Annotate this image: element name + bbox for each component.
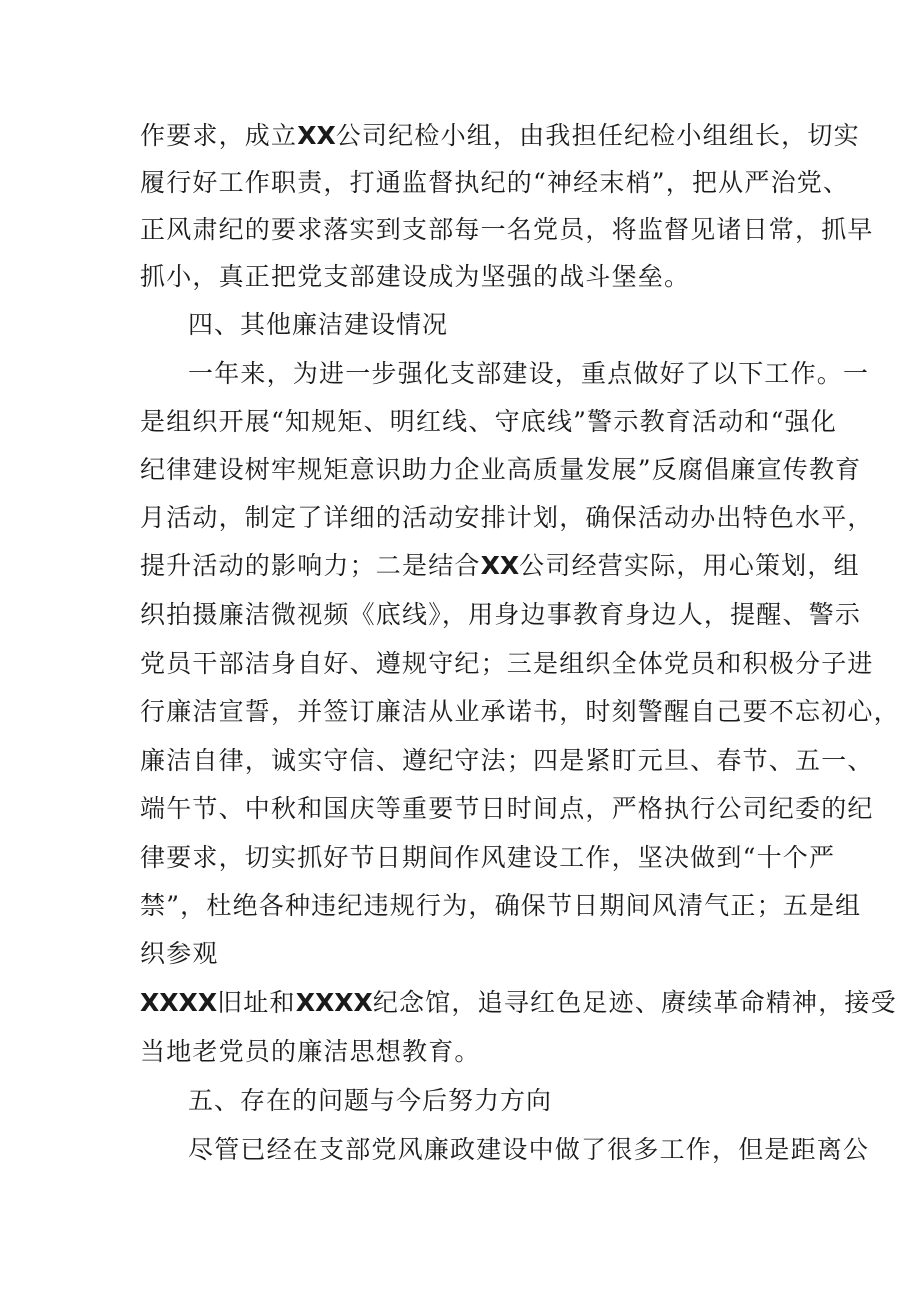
text-run: 公司经营实际，用心策划，组	[519, 551, 860, 580]
text-run: 公司纪检小组，由我担任纪检小组组长，切实	[335, 121, 860, 150]
paragraph-line: 纪律建设树牢规矩意识助力企业高质量发展”反腐倡廉宣传教育	[140, 455, 862, 484]
company-placeholder: XX	[480, 551, 520, 580]
place-placeholder: XXXX	[140, 988, 218, 1017]
place-placeholder: XXXX	[295, 988, 373, 1017]
company-placeholder: XX	[297, 121, 336, 150]
paragraph-line: 律要求，切实抓好节日期间作风建设工作，坚决做到“十个严	[140, 843, 836, 872]
paragraph-line	[140, 546, 860, 586]
text-run: 纪念馆，追寻红色足迹、赓续革命精神，接受	[372, 988, 897, 1017]
paragraph-line: 正风肃纪的要求落实到支部每一名党员，将监督见诸日常，抓早	[140, 215, 874, 244]
paragraph-line: 尽管已经在支部党风廉政建设中做了很多工作，但是距离公	[188, 1135, 870, 1164]
paragraph-line: 月活动，制定了详细的活动安排计划，确保活动办出特色水平，	[140, 503, 874, 532]
text-run: 旧址和	[217, 988, 296, 1017]
paragraph-line: 是组织开展“知规矩、明红线、守底线”警示教育活动和“强化	[140, 407, 837, 436]
paragraph-line: 端午节、中秋和国庆等重要节日时间点，严格执行公司纪委的纪	[140, 794, 874, 823]
text-run: 提升活动的影响力；二是结合	[140, 551, 481, 580]
paragraph-line: 织拍摄廉洁微视频《底线》，用身边事教育身边人，提醒、警示	[140, 600, 862, 629]
paragraph-line	[140, 116, 860, 156]
section-heading: 四、其他廉洁建设情况	[188, 310, 449, 339]
paragraph-line: 抓小，真正把党支部建设成为坚强的战斗堡垒。	[140, 262, 691, 291]
paragraph-line: 党员干部洁身自好、遵规守纪；三是组织全体党员和积极分子进	[140, 649, 874, 678]
paragraph-line	[140, 983, 897, 1023]
section-heading: 五、存在的问题与今后努力方向	[188, 1086, 553, 1115]
paragraph-line: 织参观	[140, 939, 219, 968]
paragraph-line: 禁”，杜绝各种违纪违规行为，确保节日期间风清气正；五是组	[140, 891, 862, 920]
paragraph-line: 廉洁自律，诚实守信、遵纪守法；四是紧盯元旦、春节、五一、	[140, 746, 874, 775]
paragraph-line: 当地老党员的廉洁思想教育。	[140, 1037, 481, 1066]
paragraph-line: 履行好工作职责，打通监督执纪的“神经末梢”，把从严治党、	[140, 168, 850, 197]
paragraph-line: 一年来，为进一步强化支部建设，重点做好了以下工作。一	[188, 359, 870, 388]
text-run: 作要求，成立	[140, 121, 298, 150]
paragraph-line: 行廉洁宣誓，并签订廉洁从业承诺书，时刻警醒自己要不忘初心，	[140, 697, 900, 726]
